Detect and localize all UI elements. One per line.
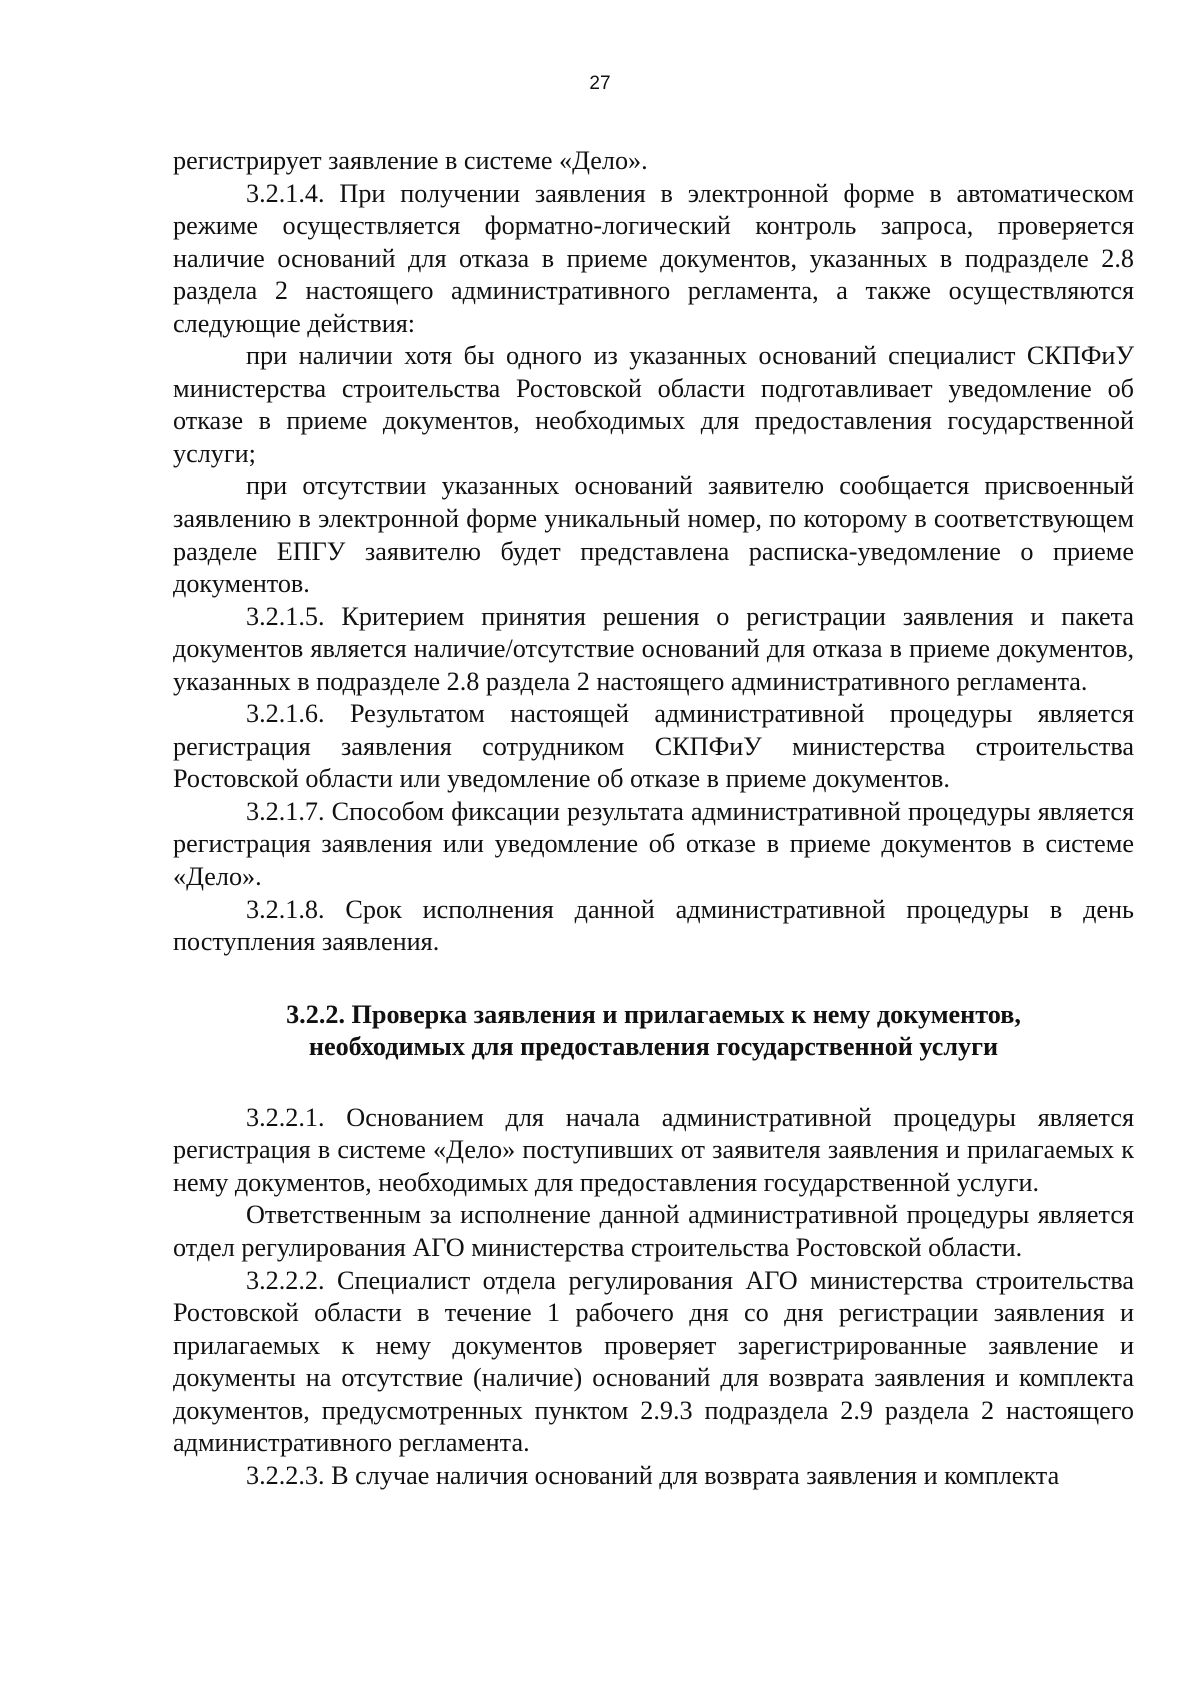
paragraph: регистрирует заявление в системе «Дело».: [173, 146, 648, 175]
paragraph: 3.2.1.7. Способом фиксации результата административной процедуры является регистрация заявления или уведомление об отказе в приеме документов в системе «Дело».: [173, 796, 1134, 892]
paragraph: 3.2.1.4. При получении заявления в электронной форме в автоматическом режиме осуществляется форматно-логический контроль запроса, проверяется наличие оснований для отказа в приеме документов, указанных в подразделе 2.8 раздела 2 настоящего административного регламента, а также осуществляются следующие действия:: [173, 178, 1134, 338]
section-heading-line: необходимых для предоставления государственной услуги: [308, 1032, 999, 1062]
section-heading: [173, 999, 1134, 1064]
paragraph: Ответственным за исполнение данной административной процедуры является отдел регулирования АГО министерства строительства Ростовской области.: [173, 1200, 1134, 1262]
paragraph: при отсутствии указанных оснований заявителю сообщается присвоенный заявлению в электронной форме уникальный номер, по которому в соответствующем разделе ЕПГУ заявителю будет представлена расписка-уведомление о приеме документов.: [173, 471, 1134, 599]
section-heading-line: 3.2.2. Проверка заявления и прилагаемых к нему документов,: [286, 999, 1021, 1029]
paragraph: 3.2.2.3. В случае наличия оснований для возврата заявления и комплекта: [246, 1460, 1060, 1490]
paragraph: 3.2.2.1. Основанием для начала административной процедуры является регистрация в системе «Дело» поступивших от заявителя заявления и прилагаемых к нему документов, необходимых для предоставления государственной услуги.: [173, 1102, 1134, 1197]
document-body: [173, 145, 1134, 1492]
paragraph: 3.2.1.5. Критерием принятия решения о регистрации заявления и пакета документов является наличие/отсутствие оснований для отказа в приеме документов, указанных в подразделе 2.8 раздела 2 настоящего административного регламента.: [173, 601, 1134, 696]
paragraph: 3.2.1.8. Срок исполнения данной административной процедуры в день поступления заявления.: [173, 894, 1134, 957]
paragraph: 3.2.2.2. Специалист отдела регулирования АГО министерства строительства Ростовской области в течение 1 рабочего дня со дня регистрации заявления и прилагаемых к нему документов проверяет зарегистрированные заявление и документы на отсутствие (наличие) оснований для возврата заявления и комплекта документов, предусмотренных пунктом 2.9.3 подраздела 2.9 раздела 2 настоящего административного регламента.: [173, 1265, 1134, 1458]
page-number: 27: [589, 73, 611, 94]
paragraph: 3.2.1.6. Результатом настоящей административной процедуры является регистрация заявления сотрудником СКПФиУ министерства строительства Ростовской области или уведомление об отказе в приеме документов.: [173, 699, 1134, 794]
paragraph: при наличии хотя бы одного из указанных оснований специалист СКПФиУ министерства строительства Ростовской области подготавливает уведомление об отказе в приеме документов, необходимых для предоставления государственной услуги;: [173, 341, 1134, 468]
